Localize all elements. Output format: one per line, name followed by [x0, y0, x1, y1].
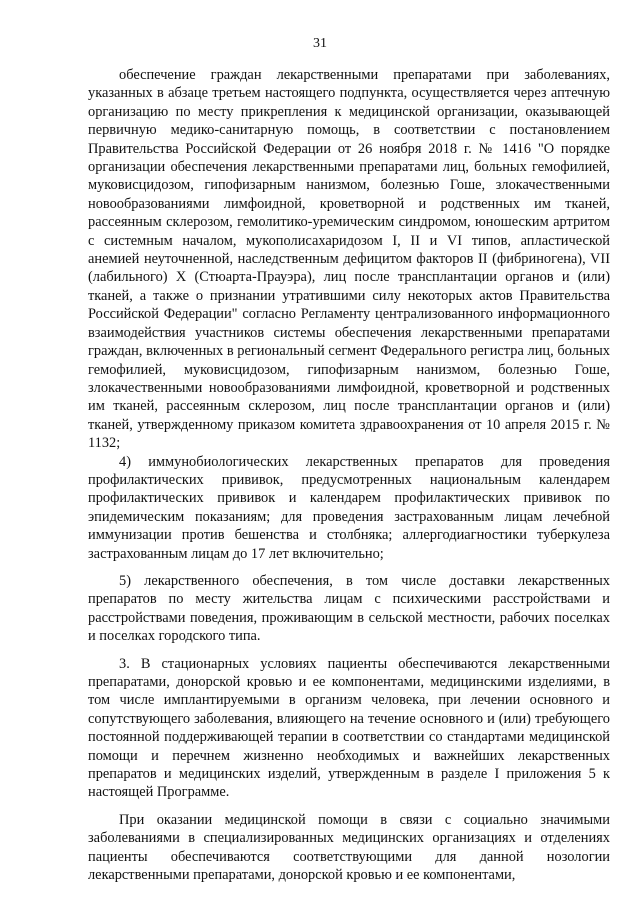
- page-number: 31: [313, 36, 327, 51]
- paragraph-medication-provision: обеспечение граждан лекарственными препаратами при заболеваниях, указанных в абзаце третьем настоящего подпункта, осуществляется через аптечную организацию по месту прикрепления к медицинской организации, оказывающей первичную медико-санитарную помощь, в соответствии с постановлением Правительства Российской Федерации от 26 ноября 2018 г. № 1416 "О порядке организации обеспечения лекарственными препаратами лиц, больных гемофилией, муковисцидозом, гипофизарным нанизмом, болезнью Гоше, злокачественными новообразованиями лимфоидной, кроветворной и родственных им тканей, рассеянным склерозом, гемолитико-уремическим синдромом, юношеским артритом с системным началом, мукополисахаридозом I, II и VI типов, апластической анемией неуточненной, наследственным дефицитом факторов II (фибриногена), VII (лабильного) X (Стюарта-Прауэра), лиц после трансплантации органов и (или) тканей, а также о признании утратившими силу некоторых актов Правительства Российской Федерации" согласно Регламенту централизованного информационного взаимодействия участников системы обеспечения лекарственными препаратами граждан, включенных в региональный сегмент Федерального регистра лиц, больных гемофилией, муковисцидозом, гипофизарным нанизмом, болезнью Гоше, злокачественными новообразованиями лимфоидной, кроветворной и родственных им тканей, рассеянным склерозом, лиц после трансплантации органов и (или) тканей, утвержденному приказом комитета здравоохранения от 10 апреля 2015 г. № 1132;: [88, 67, 610, 452]
- document-body: [88, 66, 610, 884]
- paragraph-immunobiological-preparations: 4) иммунобиологических лекарственных препаратов для проведения профилактических прививок, предусмотренных национальным календарем профилактических прививок и календарем профилактических прививок по эпидемическим показаниям; для проведения застрахованным лицам лечебной иммунизации против бешенства и столбняка; аллергодиагностики туберкулеза застрахованным лицам до 17 лет включительно;: [88, 453, 610, 562]
- paragraph-socially-significant-diseases: При оказании медицинской помощи в связи с социально значимыми заболеваниями в специализированных медицинских организациях и отделениях пациенты обеспечиваются соответствующими для данной нозологии лекарственными препаратами, донорской кровью и ее компонентами,: [88, 811, 610, 884]
- paragraph-medication-delivery: 5) лекарственного обеспечения, в том числе доставки лекарственных препаратов по месту жительства лицам с психическими расстройствами и расстройствами поведения, проживающим в сельской местности, рабочих поселках и поселках городского типа.: [88, 572, 610, 645]
- paragraph-inpatient-provision: 3. В стационарных условиях пациенты обеспечиваются лекарственными препаратами, донорской кровью и ее компонентами, медицинскими изделиями, в том числе имплантируемыми в организм человека, при лечении основного и сопутствующего заболевания, влияющего на течение основного и (или) требующего постоянной поддерживающей терапии в соответствии со стандартами медицинской помощи и перечнем жизненно необходимых и важнейших лекарственных препаратов и медицинских изделий, утвержденным в разделе I приложения 5 к настоящей Программе.: [88, 655, 610, 801]
